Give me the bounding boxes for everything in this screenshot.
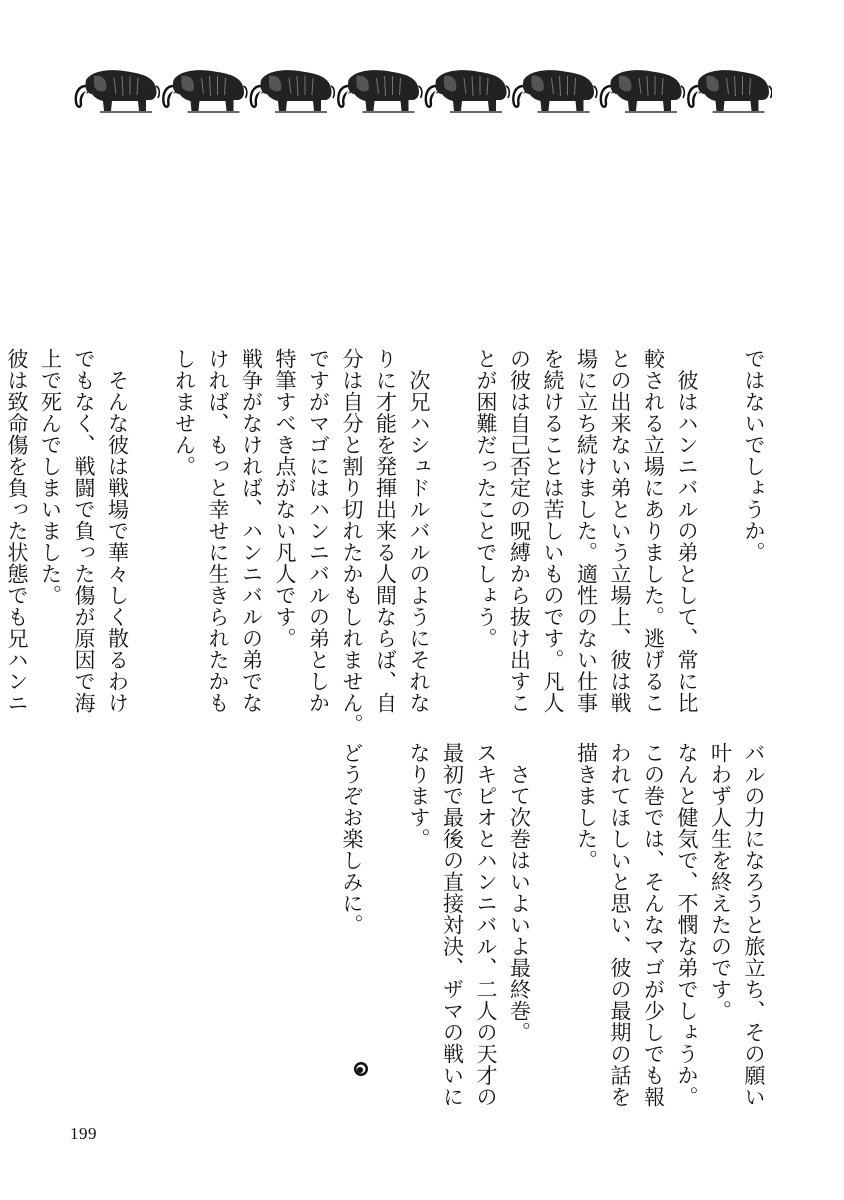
upper-text-block [5, 348, 770, 735]
paragraph-gap [536, 742, 570, 1102]
text-line: 較される立場にありました。逃げるこ [641, 348, 666, 714]
text-line: 特筆すべき点がない凡人です。 [273, 348, 297, 649]
elephant-icon [251, 70, 334, 112]
elephant-icon [163, 70, 246, 112]
text-line: 彼は致命傷を負った状態でも兄ハンニ [5, 348, 29, 714]
elephant-icon [688, 70, 771, 112]
text-line: 場に立ち続けました。適性のない仕事 [574, 348, 599, 714]
text-line: しれません。 [172, 348, 197, 477]
text-line: の彼は自己否定の呪縛から抜け出すこ [507, 348, 532, 714]
text-line: バルの力になろうと旅立ち、その願い [742, 742, 766, 1108]
text-line: われてほしいと思い、彼の最期の話を [608, 742, 632, 1108]
elephant-icon [76, 70, 159, 112]
text-line: とが困難だったことでしょう。 [474, 348, 498, 649]
text-line: との出来ない弟という立場上、彼は戦 [608, 348, 632, 714]
elephant-icon [338, 70, 421, 112]
paragraph-gap [703, 348, 737, 708]
elephant-icon [513, 70, 596, 112]
text-line: 次兄ハシュドルバルのようにそれな [407, 348, 431, 714]
page-number: 199 [70, 1124, 97, 1143]
text-line: なんと健気で、不憫な弟でしょうか。 [675, 742, 699, 1108]
text-line: この巻では、そんなマゴが少しでも報 [641, 742, 666, 1108]
text-line: なります。 [407, 742, 431, 850]
text-line: 描きました。 [574, 742, 599, 871]
paragraph-gap [134, 348, 168, 708]
text-line: 彼はハンニバルの弟として、常に比 [675, 348, 699, 714]
text-line: さて次巻はいよいよ最終巻。 [507, 742, 532, 1043]
text-line: りに才能を発揮出来る人間ならば、自 [373, 348, 398, 714]
text-line: を続けることは苦しいものです。凡人 [541, 348, 565, 714]
text-line: でもなく、戦闘で負った傷が原因で海 [72, 348, 96, 714]
paragraph-gap [435, 348, 469, 708]
text-line: 叶わず人生を終えたのです。 [708, 742, 733, 1022]
text-line: ではないでしょうか。 [742, 348, 766, 563]
elephant-ornament-row [72, 64, 772, 118]
text-line: スキピオとハンニバル、二人の天才の [474, 742, 498, 1108]
end-mark-icon [353, 1061, 369, 1077]
lower-text-block [340, 742, 770, 1108]
paragraph-gap [368, 742, 402, 1102]
text-line: 戦争がなければ、ハンニバルの弟でな [239, 348, 264, 714]
elephant-icon [426, 70, 509, 112]
text-line: 上で死んでしまいました。 [38, 348, 63, 606]
text-line: 最初で最後の直接対決、ザマの戦いに [440, 742, 465, 1108]
text-line: どうぞお楽しみに。 [340, 742, 364, 936]
text-line: ですがマゴにはハンニバルの弟としか [306, 348, 331, 714]
elephant-icon [601, 70, 684, 112]
text-line: 分は自分と割り切れたかもしれません。 [340, 348, 364, 735]
text-line: ければ、もっと幸せに生きられたかも [206, 348, 230, 714]
text-line: そんな彼は戦場で華々しく散るわけ [105, 348, 130, 714]
